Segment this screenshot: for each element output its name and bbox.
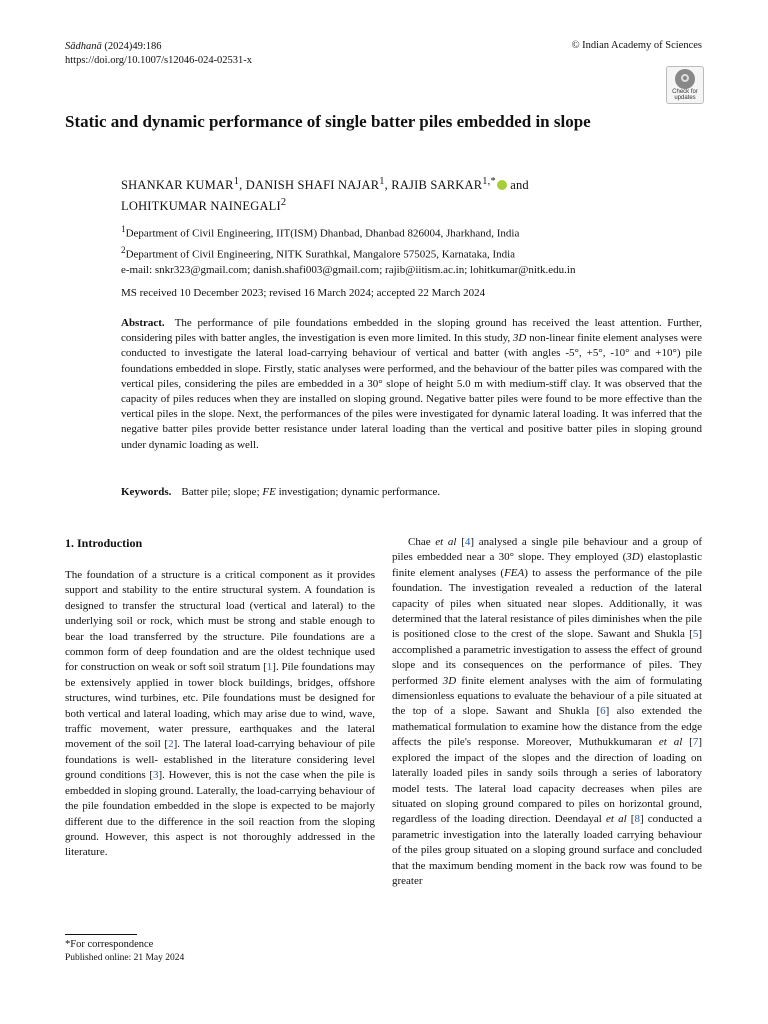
author-affil-mark: 1,*	[482, 176, 496, 187]
paper-title: Static and dynamic performance of single batter piles embedded in slope	[65, 112, 591, 131]
published-date: Published online: 21 May 2024	[65, 953, 185, 963]
author-name: LOHITKUMAR NAINEGALI	[121, 199, 281, 214]
author-name: SHANKAR KUMAR	[121, 178, 234, 193]
body-text: ) elastoplastic finite element analyses (	[392, 551, 702, 579]
journal-citation	[65, 40, 252, 54]
body-text: [	[626, 813, 635, 826]
running-header-left	[65, 40, 252, 68]
body-emphasis: et al	[435, 536, 457, 548]
email-line: e-mail: snkr323@gmail.com; danish.shafi003@gmail.com; rajib@iitism.ac.in; lohitkumar@nitk.edu.in	[121, 264, 576, 277]
received-dates: MS received 10 December 2023; revised 16 March 2024; accepted 22 March 2024	[121, 287, 486, 299]
keywords-label: Keywords.	[121, 486, 172, 498]
section-heading-introduction: 1. Introduction	[65, 536, 143, 550]
affiliations	[121, 221, 701, 278]
body-text: ] conducted a parametric investigation into the laterally loaded carrying behaviour of the piles group situated on a sloping ground surface and concluded that the maximum bending moment in the back row was found to be greater	[392, 813, 703, 887]
abstract-label: Abstract.	[121, 317, 165, 329]
citation-link[interactable]: 3	[153, 769, 159, 782]
citation-link[interactable]: 8	[634, 813, 640, 826]
abstract-emphasis: 3D	[512, 332, 527, 345]
citation-link[interactable]: 6	[600, 705, 606, 718]
intro-paragraph	[65, 568, 375, 861]
author-name: DANISH SHAFI NAJAR	[245, 178, 380, 193]
orcid-icon[interactable]	[497, 180, 507, 190]
body-text: ] also extended the mathematical formulation to examine how the distance from the edge affects the pile's response. Moreover, Muthukkumaran	[392, 705, 702, 749]
footnote-divider	[65, 934, 137, 935]
author-name: RAJIB SARKAR	[391, 178, 483, 193]
body-emphasis: et al	[605, 813, 627, 826]
author-and: and	[510, 178, 529, 193]
body-text: [	[682, 736, 693, 749]
citation-link[interactable]: 1	[266, 661, 273, 674]
body-text: ]. Pile foundations may be extensively applied in tower block buildings, bridges, offshore structures, wind turbines, etc. Pile foundations must be designed for both vertical and lateral loading, which may arise due to wind, wave, traffic movement, water pressure, earthquakes and the lateral movement of the soil [	[65, 661, 375, 751]
citation-link[interactable]: 2	[168, 738, 174, 751]
keywords	[121, 486, 440, 498]
body-text: ] accomplished a parametric investigation to assess the effect of ground slope and its consequences on the performance of piles. They performed	[392, 628, 702, 687]
body-emphasis: 3D	[626, 551, 640, 564]
publisher-notice: © Indian Academy of Sciences	[571, 40, 702, 51]
abstract-text: non-linear finite element analyses were conducted to investigate the lateral load-carrying behaviour of vertical and batter (with angles -5°, +5°, -10° and +10°) pile foundations embedded in slope. Firstly, static analyses were performed, and the behaviour of the batter piles was compared with the vertical piles, considering the piles are embedded in a 30° slope of height 5.0 m with medium-stiff clay. It was observed that the capacity of piles reduces when they are installed on sloping ground. Negative batter piles were found to be more effective than the vertical piles in the slope. Next, the performances of the piles were investigated for dynamic lateral loading. It was inferred that the negative batter piles provide better resistance under lateral loading than the vertical and positive batter piles in sloping ground under dynamic loading as well.	[121, 332, 702, 451]
abstract	[121, 316, 702, 453]
body-emphasis: 3D	[442, 674, 457, 687]
crossmark-icon	[675, 69, 695, 89]
check-for-updates-badge[interactable]	[666, 66, 704, 104]
affiliation-1	[121, 221, 701, 242]
author-list: SHANKAR KUMAR$^1$, DANISH SHAFI NAJAR$^1$, RAJIB $SARKAR^{1,*}$ and LOHITKUMAR NAINEGALI$^2$	[121, 176, 529, 214]
citation-link[interactable]: 7	[692, 736, 699, 749]
body-text: ]. The lateral load-carrying behaviour of pile foundations is well- established in the literature considering level ground conditions [	[65, 738, 376, 782]
body-text: The foundation of a structure is a critical component as it provides support and stability to the entire structural system. A foundation is designed to transfer the structural load (vertical and lateral) to the underlying soil or rock, which must be strong and stable enough to bear the load transferred by the structure. Pile foundations are a common form of deep foundation and are the oldest technique used for construction on weak or soft soil stratum [	[65, 569, 375, 674]
check-for-updates-label: Check for updates	[672, 89, 698, 101]
body-text: ] explored the impact of the slopes and the direction of loading on laterally loaded piles in sandy soils through a series of laboratory model tests. The lateral load capacity decreases when piles are situated on sloping ground compared to piles on horizontal ground, regardless of the loading direction. Deendayal	[392, 736, 702, 826]
affiliation-mark: 1	[121, 224, 126, 234]
journal-name: Sādhanā	[65, 41, 102, 52]
abstract-text: The performance of pile foundations embedded in the sloping ground has received the least attention. Further, considering piles with batter angles, the investigation is even more limited. In this study,	[121, 317, 702, 345]
body-emphasis: et al	[658, 736, 683, 749]
keywords-text: Batter pile; slope;	[181, 486, 263, 498]
affiliation-2	[121, 242, 701, 263]
author-affil-mark: 1	[379, 176, 385, 187]
body-text: ]. However, this is not the case when the pile is embedded in sloping ground. Laterally, the load-carrying behaviour of the pile foundation embedded in the slope is expected to be majorly different due to the difference in the soil reaction from the sloping ground. However, this aspect is not thoroughly addressed in the literature.	[65, 769, 375, 859]
author-affil-mark: 2	[280, 197, 287, 209]
keywords-text: investigation; dynamic performance.	[275, 486, 441, 498]
keywords-emphasis: FE	[262, 486, 276, 498]
body-text: Chae	[408, 536, 436, 548]
author-affil-mark: 1	[233, 176, 240, 187]
body-text: ] analysed a single pile behaviour and a group of piles embedded near a 30° slope. They employed (	[392, 536, 702, 564]
body-text: finite element analyses with the aim of formulating dimensionless equations to evaluate the behaviour of a pile situated at the top of a slope. Sawant and Shukla [	[392, 674, 702, 718]
affiliation-text: Department of Civil Engineering, NITK Surathkal, Mangalore 575025, Karnataka, India	[125, 248, 516, 261]
correspondence-footnote: *For correspondence	[65, 939, 154, 950]
doi-link[interactable]: https://doi.org/10.1007/s12046-024-02531-x	[65, 55, 253, 66]
body-text: [	[456, 536, 465, 548]
citation: (2024)49:186	[101, 41, 162, 52]
affiliation-mark: 2	[121, 244, 126, 255]
affiliation-text: Department of Civil Engineering, IIT(ISM) Dhanbad, Dhanbad 826004, Jharkhand, India	[125, 227, 520, 240]
body-emphasis: FEA	[504, 566, 525, 579]
citation-link[interactable]: 4	[464, 536, 471, 548]
citation-link[interactable]: 5	[692, 628, 699, 641]
body-text: ) to assess the performance of the pile foundation. The investigation revealed a reduction of the lateral capacity of piles when situated near slopes. Additionally, it was determined that the lateral resistance of piles diminishes when the pile is positioned close to the crest of the slope. Sawant and Shukla [	[392, 566, 702, 641]
right-column-paragraph	[392, 535, 702, 889]
